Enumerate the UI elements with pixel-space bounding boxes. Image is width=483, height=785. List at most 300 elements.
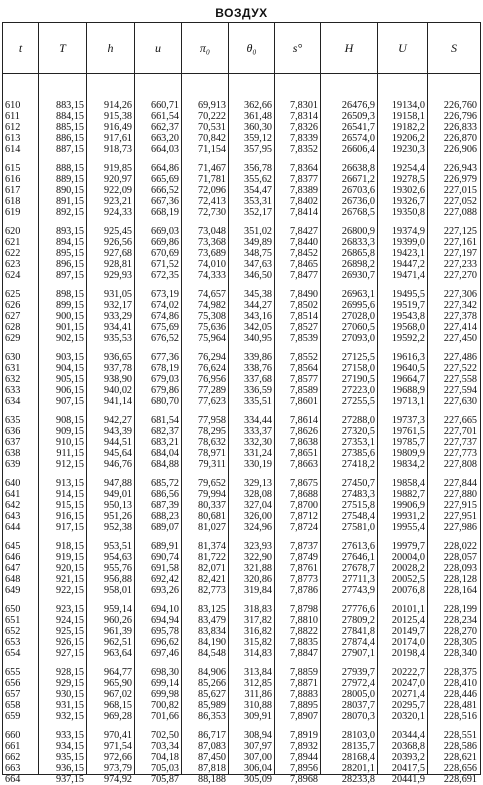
table-cell: 7,8564 (289, 363, 318, 375)
table-cell: 7,8452 (289, 248, 318, 260)
table-cell: 664,86 (150, 163, 179, 174)
table-cell: 898,15 (55, 289, 84, 300)
table-cell: 19423,1 (391, 248, 425, 260)
table-cell: 959,14 (103, 604, 132, 615)
table-row (3, 711, 480, 722)
table-cell: 344,27 (243, 300, 272, 312)
table-cell: 20101,1 (391, 604, 425, 615)
table-cell: 943,39 (103, 426, 132, 438)
table-cell: 671,52 (150, 259, 179, 271)
table-cell: 687,39 (150, 500, 179, 512)
table-cell: 27646,1 (341, 552, 375, 564)
table-cell: 7,8712 (289, 511, 318, 523)
table-cell: 19955,4 (391, 522, 425, 534)
table-cell: 86,353 (197, 711, 226, 723)
row-group (3, 100, 480, 155)
table-cell: 75,964 (197, 333, 226, 345)
table-cell: 7,8314 (289, 111, 318, 123)
table-cell: 7,8688 (289, 489, 318, 501)
table-cell: 896,15 (55, 259, 84, 271)
table-cell: 940,02 (103, 385, 132, 397)
table-cell: 635 (5, 415, 21, 426)
table-cell: 329,13 (243, 478, 272, 489)
table-cell: 704,18 (150, 752, 179, 764)
table-cell: 7,8871 (289, 678, 318, 690)
table-cell: 7,8798 (289, 604, 318, 615)
table-cell: 937,78 (103, 363, 132, 375)
table-cell: 20052,5 (391, 574, 425, 586)
table-cell: 28070,3 (341, 711, 375, 723)
table-row (3, 352, 480, 363)
table-cell: 701,66 (150, 711, 179, 723)
table-cell: 663 (5, 763, 21, 775)
table-cell: 7,8761 (289, 563, 318, 575)
table-cell: 905,15 (55, 374, 84, 386)
table-cell: 227,306 (443, 289, 477, 300)
table-cell: 227,630 (443, 396, 477, 408)
table-row (3, 415, 480, 426)
table-cell: 626 (5, 300, 21, 312)
table-cell: 907,15 (55, 396, 84, 408)
table-cell: 77,623 (197, 396, 226, 408)
table-cell: 705,87 (150, 774, 179, 785)
table-cell: 683,21 (150, 437, 179, 449)
table-cell: 27255,5 (341, 396, 375, 408)
table-cell: 227,808 (443, 459, 477, 471)
table-cell: 227,737 (443, 437, 477, 449)
table-cell: 911,15 (56, 448, 84, 460)
table-cell: 226,979 (443, 174, 477, 186)
table-cell: 228,164 (443, 585, 477, 597)
table-cell: 7,8490 (289, 289, 318, 300)
table-cell: 20368,8 (391, 741, 425, 753)
table-cell: 7,8663 (289, 459, 318, 471)
table-cell: 19906,9 (391, 500, 425, 512)
table-cell: 658 (5, 700, 21, 712)
table-cell: 915,15 (55, 500, 84, 512)
table-cell: 26606,4 (341, 144, 375, 156)
table-cell: 7,8895 (289, 700, 318, 712)
table-cell: 26898,2 (341, 259, 375, 271)
table-cell: 668,19 (150, 207, 179, 219)
table-row (3, 322, 480, 333)
row-group (3, 352, 480, 407)
table-row (3, 574, 480, 585)
table-cell: 660 (5, 730, 21, 741)
table-cell: 27613,6 (341, 541, 375, 552)
table-cell: 682,37 (150, 426, 179, 438)
table-cell: 27223,0 (341, 385, 375, 397)
table-cell: 7,8539 (289, 333, 318, 345)
table-cell: 27288,0 (341, 415, 375, 426)
table-cell: 75,308 (197, 311, 226, 323)
table-cell: 72,096 (197, 185, 226, 197)
table-cell: 692,42 (150, 574, 179, 586)
table-cell: 228,621 (443, 752, 477, 764)
table-cell: 20271,4 (391, 689, 425, 701)
table-cell: 347,63 (243, 259, 272, 271)
table-cell: 26963,1 (341, 289, 375, 300)
table-cell: 20004,0 (391, 552, 425, 564)
table-cell: 697,46 (150, 648, 179, 660)
table-cell: 887,15 (55, 144, 84, 156)
row-group (3, 226, 480, 281)
table-cell: 938,90 (103, 374, 132, 386)
table-row (3, 626, 480, 637)
table-cell: 20295,7 (391, 700, 425, 712)
table-cell: 84,906 (197, 667, 226, 678)
table-cell: 646 (5, 552, 21, 564)
table-cell: 228,057 (443, 552, 477, 564)
table-cell: 19302,6 (391, 185, 425, 197)
table-cell: 899,15 (55, 300, 84, 312)
table-cell: 324,96 (243, 522, 272, 534)
table-cell: 20417,5 (391, 763, 425, 775)
table-row (3, 122, 480, 133)
table-cell: 228,305 (443, 637, 477, 649)
table-cell: 7,8527 (289, 322, 318, 334)
table-cell: 27450,7 (341, 478, 375, 489)
table-cell: 7,8364 (289, 163, 318, 174)
table-cell: 652 (5, 626, 21, 638)
table-cell: 338,76 (243, 363, 272, 375)
table-cell: 226,760 (443, 100, 477, 111)
header-cell: h (87, 23, 135, 73)
table-cell: 79,311 (198, 459, 226, 471)
table-row (3, 700, 480, 711)
table-cell: 20247,0 (391, 678, 425, 690)
table-row (3, 478, 480, 489)
table-cell: 974,92 (103, 774, 132, 785)
table-cell: 19206,2 (391, 133, 425, 145)
table-cell: 19326,7 (391, 196, 425, 208)
table-row (3, 752, 480, 763)
table-cell: 27093,0 (341, 333, 375, 345)
table-row (3, 678, 480, 689)
table-cell: 676,52 (150, 333, 179, 345)
table-cell: 914,26 (103, 100, 132, 111)
table-cell: 356,78 (243, 163, 272, 174)
table-cell: 694,10 (150, 604, 179, 615)
table-cell: 333,37 (243, 426, 272, 438)
table-cell: 317,82 (243, 615, 272, 627)
table-cell: 326,00 (243, 511, 272, 523)
table-cell: 228,656 (443, 763, 477, 775)
table-cell: 7,8414 (289, 207, 318, 219)
table-cell: 227,594 (443, 385, 477, 397)
table-cell: 82,071 (197, 563, 226, 575)
table-cell: 84,548 (197, 648, 226, 660)
table-cell: 664 (5, 774, 21, 785)
table-cell: 75,636 (197, 322, 226, 334)
header-cell: H (321, 23, 378, 73)
table-row (3, 500, 480, 511)
table-cell: 647 (5, 563, 21, 575)
table-cell: 667,36 (150, 196, 179, 208)
table-cell: 227,052 (443, 196, 477, 208)
table-cell: 925,15 (55, 626, 84, 638)
table-cell: 913,15 (55, 478, 84, 489)
table-cell: 227,161 (443, 237, 477, 249)
table-row (3, 585, 480, 596)
table-cell: 27874,4 (341, 637, 375, 649)
table-cell: 617 (5, 185, 21, 197)
table-row (3, 489, 480, 500)
table-cell: 684,04 (150, 448, 179, 460)
table-cell: 227,378 (443, 311, 477, 323)
table-cell: 968,15 (103, 700, 132, 712)
table-cell: 894,15 (55, 237, 84, 249)
table-cell: 227,665 (443, 415, 477, 426)
table-cell: 952,38 (103, 522, 132, 534)
table-cell: 627 (5, 311, 21, 323)
table-cell: 19182,2 (391, 122, 425, 134)
table-cell: 656 (5, 678, 21, 690)
table-cell: 941,14 (103, 396, 132, 408)
table-cell: 618 (5, 196, 21, 208)
table-row (3, 730, 480, 741)
table-cell: 227,701 (443, 426, 477, 438)
table-cell: 918,15 (55, 541, 84, 552)
table-cell: 335,51 (243, 396, 272, 408)
table-cell: 951,26 (103, 511, 132, 523)
table-cell: 891,15 (55, 196, 84, 208)
table-row (3, 248, 480, 259)
table-cell: 923,15 (55, 604, 84, 615)
table-row (3, 196, 480, 207)
table-cell: 961,39 (103, 626, 132, 638)
table-cell: 673,19 (150, 289, 179, 300)
table-cell: 28168,4 (341, 752, 375, 764)
table-cell: 690,74 (150, 552, 179, 564)
table-row (3, 226, 480, 237)
table-cell: 78,632 (197, 437, 226, 449)
table-row (3, 522, 480, 533)
table-cell: 26509,3 (341, 111, 375, 123)
table-cell: 7,8932 (289, 741, 318, 753)
table-cell: 649 (5, 585, 21, 597)
table-cell: 702,50 (150, 730, 179, 741)
table-cell: 311,86 (244, 689, 272, 701)
table-cell: 912,15 (55, 459, 84, 471)
table-cell: 26476,9 (341, 100, 375, 111)
table-cell: 666,52 (150, 185, 179, 197)
table-cell: 227,414 (443, 322, 477, 334)
table-cell: 28201,1 (341, 763, 375, 775)
table-cell: 7,8589 (289, 385, 318, 397)
table-cell: 935,15 (55, 752, 84, 764)
table-cell: 7,8601 (289, 396, 318, 408)
table-row (3, 289, 480, 300)
table-cell: 645 (5, 541, 21, 552)
table-cell: 27320,5 (341, 426, 375, 438)
table-cell: 28005,0 (341, 689, 375, 701)
table-cell: 662 (5, 752, 21, 764)
table-row (3, 174, 480, 185)
table-row (3, 259, 480, 270)
table-cell: 20174,0 (391, 637, 425, 649)
table-cell: 26768,5 (341, 207, 375, 219)
table-cell: 613 (5, 133, 21, 145)
table-cell: 7,8968 (289, 774, 318, 785)
table-cell: 228,234 (443, 615, 477, 627)
table-cell: 228,691 (443, 774, 477, 785)
table-cell: 967,02 (103, 689, 132, 701)
table-cell: 354,47 (243, 185, 272, 197)
table-row (3, 437, 480, 448)
table-cell: 83,125 (197, 604, 226, 615)
table-cell: 611 (5, 111, 20, 123)
table-cell: 950,13 (103, 500, 132, 512)
table-cell: 227,951 (443, 511, 477, 523)
table-cell: 309,91 (243, 711, 272, 723)
table-row (3, 111, 480, 122)
table-cell: 893,15 (55, 226, 84, 237)
table-cell: 665,69 (150, 174, 179, 186)
table-row (3, 185, 480, 196)
table-cell: 918,73 (103, 144, 132, 156)
header-cell: S (451, 40, 457, 55)
table-row (3, 552, 480, 563)
table-cell: 85,266 (197, 678, 226, 690)
table-cell: 657 (5, 689, 21, 701)
table-cell: 669,86 (150, 237, 179, 249)
table-cell: 944,51 (103, 437, 132, 449)
table-cell: 228,446 (443, 689, 477, 701)
table-cell: 965,90 (103, 678, 132, 690)
table-cell: 915,38 (103, 111, 132, 123)
table-cell: 74,333 (197, 270, 226, 282)
table-cell: 693,26 (150, 585, 179, 597)
table-row (3, 385, 480, 396)
table-cell: 19447,2 (391, 259, 425, 271)
table-cell: 26995,6 (341, 300, 375, 312)
table-cell: 73,689 (197, 248, 226, 260)
table-cell: 226,906 (443, 144, 477, 156)
table-cell: 929,93 (103, 270, 132, 282)
table-cell: 884,15 (55, 111, 84, 123)
table-cell: 679,86 (150, 385, 179, 397)
table-cell: 87,083 (197, 741, 226, 753)
table-cell: 889,15 (55, 174, 84, 186)
table-cell: 26865,8 (341, 248, 375, 260)
table-cell: 20222,7 (391, 667, 425, 678)
table-cell: 19134,0 (391, 100, 425, 111)
table-cell: 685,72 (150, 478, 179, 489)
table-cell: 20076,8 (391, 585, 425, 597)
table-cell: 655 (5, 667, 21, 678)
table-cell: 892,15 (55, 207, 84, 219)
table-cell: 228,199 (443, 604, 477, 615)
table-cell: 27385,6 (341, 448, 375, 460)
table-cell: 663,20 (150, 133, 179, 145)
table-cell: 7,8907 (289, 711, 318, 723)
table-cell: 27483,3 (341, 489, 375, 501)
table-cell: 625 (5, 289, 21, 300)
table-cell: 26574,0 (341, 133, 375, 145)
table-cell: 946,76 (103, 459, 132, 471)
table-cell: 19592,2 (391, 333, 425, 345)
table-cell: 87,818 (197, 763, 226, 775)
table-cell: 927,15 (55, 648, 84, 660)
table-cell: 926,56 (103, 237, 132, 249)
table-cell: 930,15 (55, 689, 84, 701)
table-cell: 27190,5 (341, 374, 375, 386)
table-cell: 81,374 (197, 541, 226, 552)
table-cell: 931,15 (55, 700, 84, 712)
table-cell: 27776,6 (341, 604, 375, 615)
table-cell: 227,197 (443, 248, 477, 260)
table-cell: 315,82 (243, 637, 272, 649)
table-cell: 322,90 (243, 552, 272, 564)
table-cell: 19350,8 (391, 207, 425, 219)
header-cell: π₀ (182, 23, 229, 73)
table-cell: 27581,0 (341, 522, 375, 534)
table-cell: 916,49 (103, 122, 132, 134)
table-cell: 19230,3 (391, 144, 425, 156)
table-cell: 346,50 (243, 270, 272, 282)
table-cell: 76,956 (197, 374, 226, 386)
table-cell: 19809,9 (391, 448, 425, 460)
table-row (3, 689, 480, 700)
table-cell: 71,154 (197, 144, 226, 156)
table-cell: 7,8847 (289, 648, 318, 660)
table-cell: 77,958 (197, 415, 226, 426)
table-cell: 678,19 (150, 363, 179, 375)
table-cell: 19495,5 (391, 289, 425, 300)
table-cell: 644 (5, 522, 21, 534)
table-cell: 19882,7 (391, 489, 425, 501)
table-cell: 920,15 (55, 563, 84, 575)
table-cell: 633 (5, 385, 21, 397)
table-cell: 7,8552 (289, 352, 318, 363)
table-row (3, 163, 480, 174)
table-cell: 19471,4 (391, 270, 425, 282)
table-cell: 970,41 (103, 730, 132, 741)
table-cell: 340,95 (243, 333, 272, 345)
table-cell: 27028,0 (341, 311, 375, 323)
table-cell: 674,02 (150, 300, 179, 312)
table-cell: 227,233 (443, 259, 477, 271)
table-row (3, 563, 480, 574)
table-cell: 228,128 (443, 574, 477, 586)
table-cell: 900,15 (55, 311, 84, 323)
table-cell: 640 (5, 478, 21, 489)
table-cell: 699,98 (150, 689, 179, 701)
table-cell: 672,35 (150, 270, 179, 282)
table-cell: 20344,4 (391, 730, 425, 741)
table-cell: 7,8440 (289, 237, 318, 249)
table-row (3, 604, 480, 615)
table-cell: 960,26 (103, 615, 132, 627)
table-cell: 19543,8 (391, 311, 425, 323)
table-cell: 922,09 (103, 185, 132, 197)
table-cell: 227,088 (443, 207, 477, 219)
table-cell: 226,943 (443, 163, 477, 174)
table-cell: 7,8389 (289, 185, 318, 197)
table-cell: 27972,4 (341, 678, 375, 690)
table-cell: 650 (5, 604, 21, 615)
table-cell: 78,295 (197, 426, 226, 438)
table-cell: 85,989 (197, 700, 226, 712)
table-cell: 27060,5 (341, 322, 375, 334)
row-group (3, 541, 480, 596)
table-cell: 947,88 (103, 478, 132, 489)
table-cell: 228,093 (443, 563, 477, 575)
table-cell: 937,15 (55, 774, 84, 785)
table-cell: 19761,5 (391, 426, 425, 438)
table-cell: 227,986 (443, 522, 477, 534)
